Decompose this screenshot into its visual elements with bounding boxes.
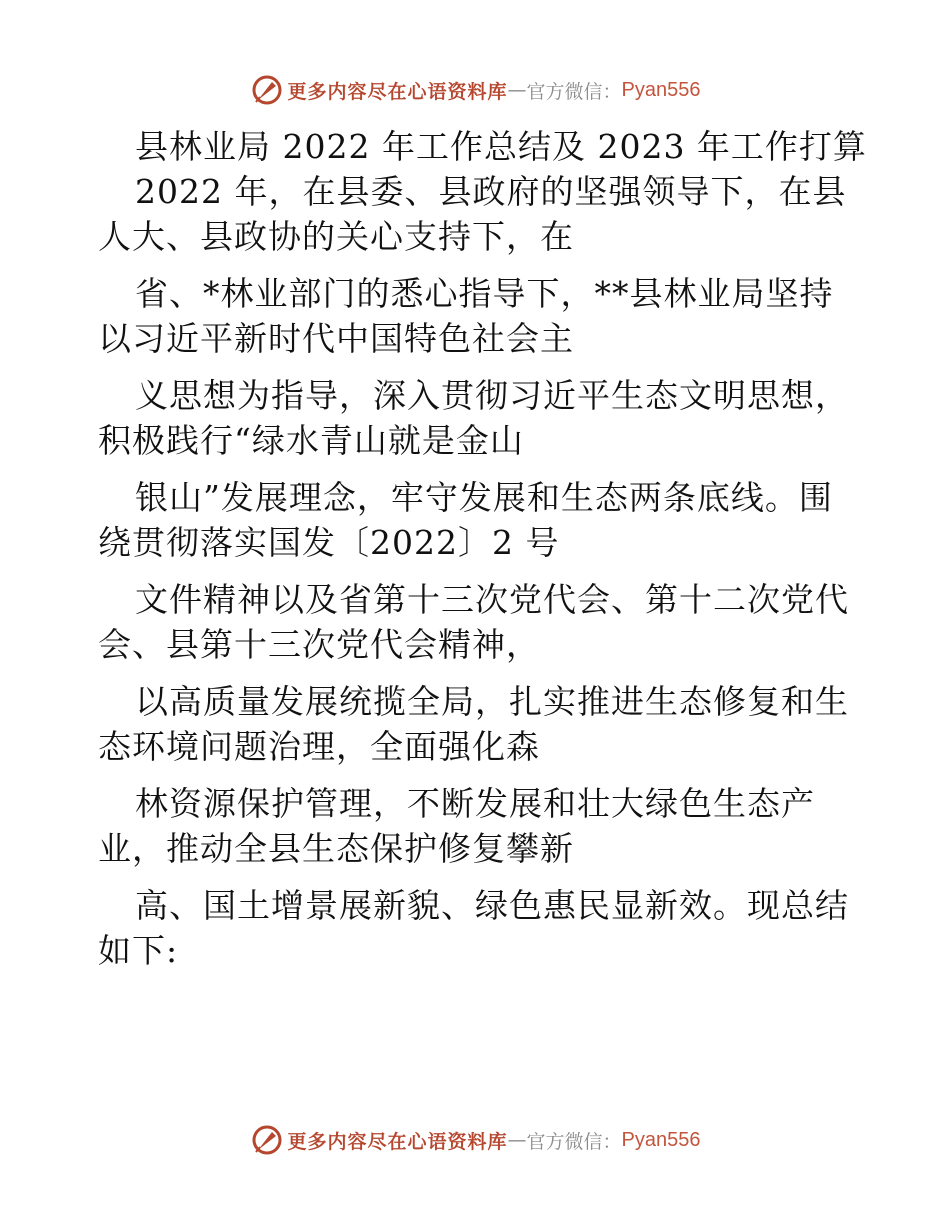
document-title: 县林业局 2022 年工作总结及 2023 年工作打算 bbox=[135, 127, 867, 166]
document-body bbox=[98, 124, 867, 973]
watermark-banner-bottom bbox=[0, 1120, 950, 1160]
paragraph-line: 以高质量发展统揽全局，扎实推进生态修复和生 bbox=[135, 682, 849, 721]
paragraph-line: 态环境问题治理，全面强化森 bbox=[98, 727, 540, 766]
paragraph-line: 银山”发展理念，牢守发展和生态两条底线。围 bbox=[135, 478, 833, 517]
paragraph-line: 人大、县政协的关心支持下，在 bbox=[98, 217, 574, 256]
paragraph-line: 业，推动全县生态保护修复攀新 bbox=[98, 829, 574, 868]
watermark-dash: — bbox=[507, 1129, 527, 1151]
paragraph-line: 林资源保护管理，不断发展和壮大绿色生态产 bbox=[135, 784, 815, 823]
quill-circle-logo-icon bbox=[250, 73, 284, 107]
paragraph-line: 义思想为指导，深入贯彻习近平生态文明思想， bbox=[135, 376, 849, 415]
watermark-dash: — bbox=[507, 79, 527, 101]
quill-circle-logo-icon bbox=[250, 1123, 284, 1157]
paragraph-line: 以习近平新时代中国特色社会主 bbox=[98, 319, 574, 358]
paragraph-line: 如下: bbox=[98, 931, 179, 970]
paragraph-line: 文件精神以及省第十三次党代会、第十二次党代 bbox=[135, 580, 849, 619]
watermark-wechat-id: Pyan556 bbox=[621, 78, 701, 101]
paragraph-line: 绕贯彻落实国发〔2022〕2 号 bbox=[98, 523, 560, 562]
paragraph-line: 积极践行“绿水青山就是金山 bbox=[98, 421, 524, 460]
paragraph-line: 高、国土增景展新貌、绿色惠民显新效。现总结 bbox=[135, 886, 849, 925]
paragraph-line: 会、县第十三次党代会精神， bbox=[98, 625, 540, 664]
paragraph-line: 省、*林业部门的悉心指导下，**县林业局坚持 bbox=[135, 274, 834, 313]
watermark-banner-top bbox=[0, 70, 950, 110]
watermark-wechat-id: Pyan556 bbox=[621, 1128, 701, 1151]
watermark-text: 更多内容尽在心语资料库 bbox=[287, 80, 508, 103]
paragraph-line: 2022 年，在县委、县政府的坚强领导下，在县 bbox=[135, 172, 847, 211]
watermark-official-label: 官方微信： bbox=[526, 80, 622, 103]
watermark-official-label: 官方微信： bbox=[526, 1130, 622, 1153]
watermark-text: 更多内容尽在心语资料库 bbox=[287, 1130, 508, 1153]
